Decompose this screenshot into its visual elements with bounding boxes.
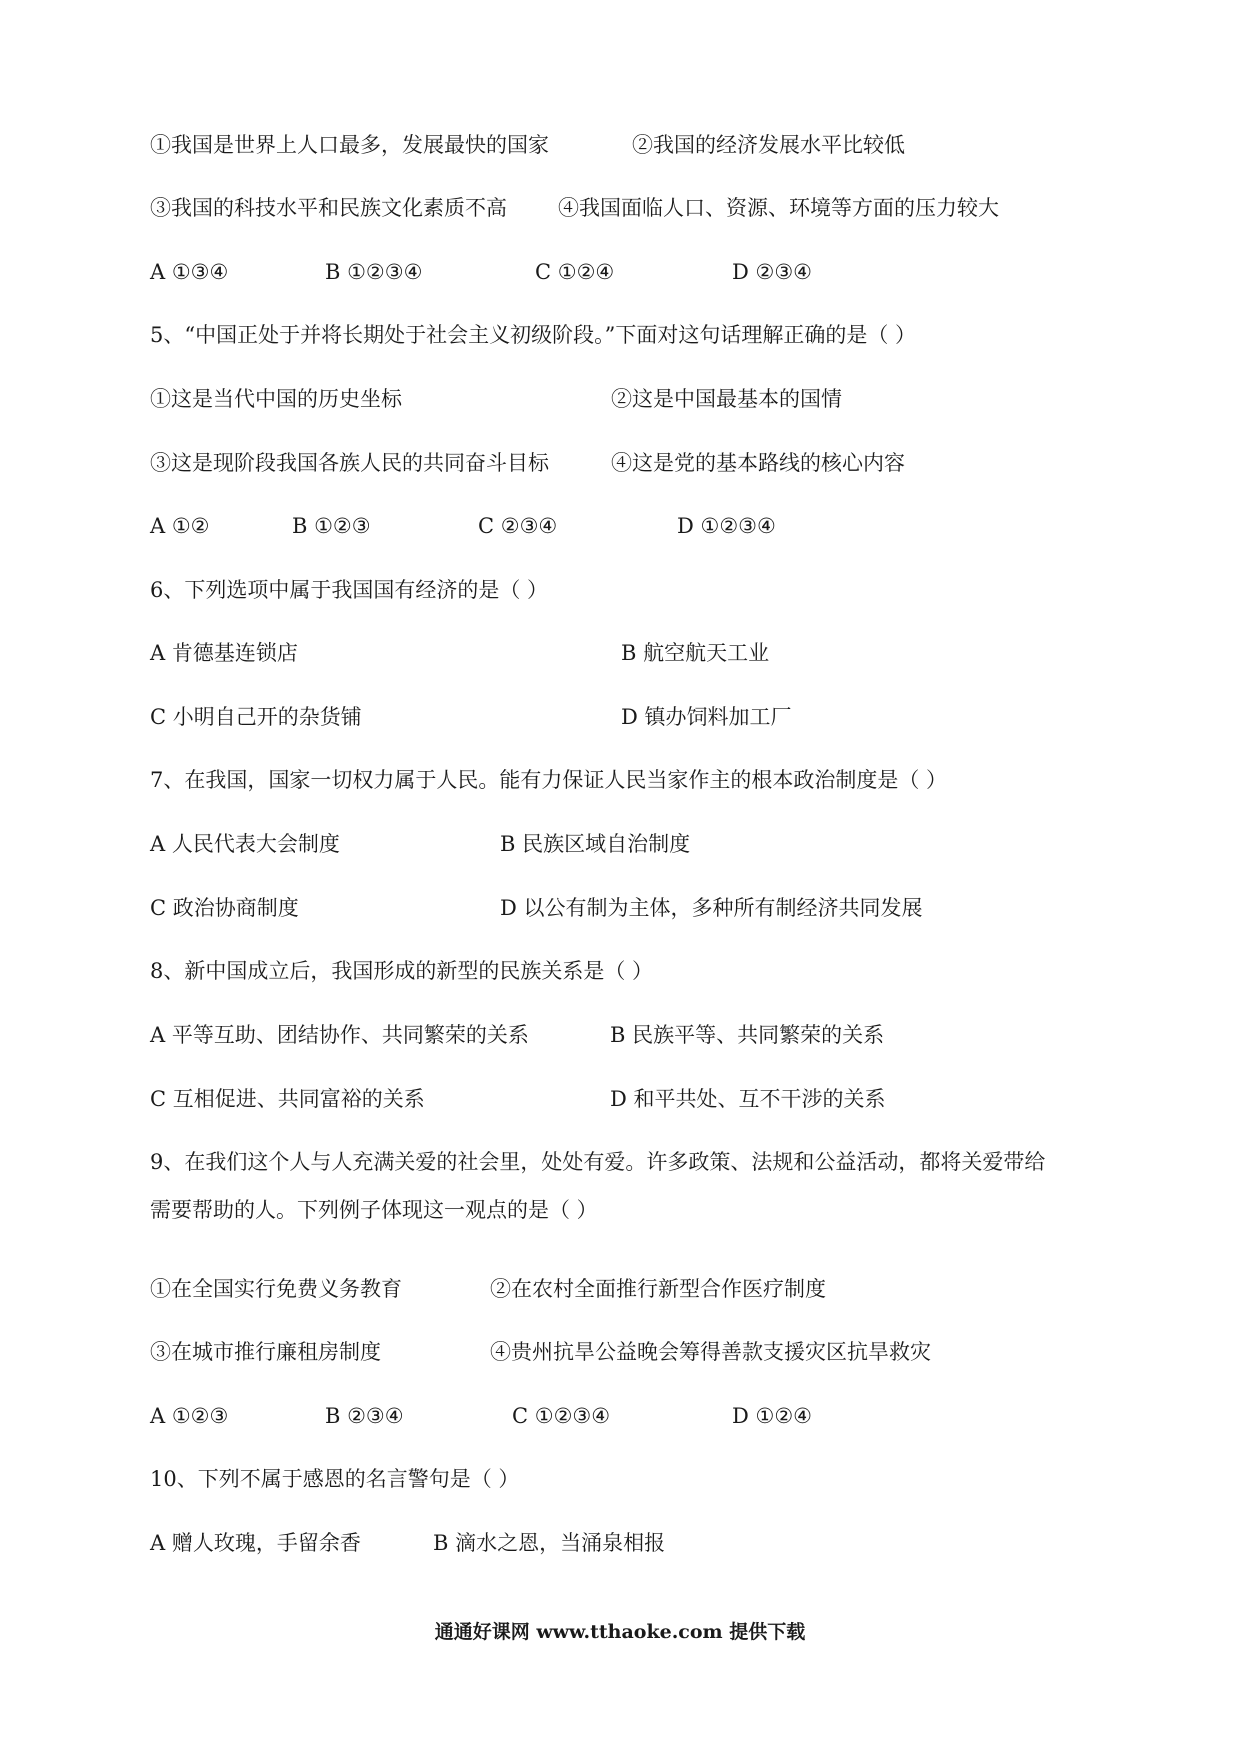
q5-statement-2: ②这是中国最基本的国情 <box>611 387 842 411</box>
q4-statement-2: ②我国的经济发展水平比较低 <box>632 133 905 157</box>
q6-option-b: B 航空航天工业 <box>621 641 770 665</box>
q4-statement-4: ④我国面临人口、资源、环境等方面的压力较大 <box>558 196 999 220</box>
q9-option-b: B ②③④ <box>325 1404 404 1428</box>
q5-option-c: C ②③④ <box>478 514 558 538</box>
q5-option-b: B ①②③ <box>292 514 371 538</box>
q7-option-a: A 人民代表大会制度 <box>150 832 340 856</box>
q4-option-b: B ①②③④ <box>325 260 423 284</box>
q9-option-d: D ①②④ <box>732 1404 812 1428</box>
q5-statement-1: ①这是当代中国的历史坐标 <box>150 387 402 411</box>
q8-option-c: C 互相促进、共同富裕的关系 <box>150 1087 425 1111</box>
q5-question: 5、“中国正处于并将长期处于社会主义初级阶段。”下面对这句话理解正确的是（ ） <box>150 323 917 347</box>
q5-statement-4: ④这是党的基本路线的核心内容 <box>611 451 905 475</box>
q7-option-b: B 民族区域自治制度 <box>500 832 691 856</box>
q8-option-b: B 民族平等、共同繁荣的关系 <box>610 1023 885 1047</box>
q8-option-d: D 和平共处、互不干涉的关系 <box>610 1087 886 1111</box>
q9-statement-1: ①在全国实行免费义务教育 <box>150 1277 402 1301</box>
q6-option-d: D 镇办饲料加工厂 <box>621 705 792 729</box>
q10-option-b: B 滴水之恩，当涌泉相报 <box>433 1531 666 1555</box>
q7-option-c: C 政治协商制度 <box>150 896 299 920</box>
q10-option-a: A 赠人玫瑰，手留余香 <box>150 1531 361 1555</box>
q9-question-line-1: 9、在我们这个人与人充满关爱的社会里，处处有爱。许多政策、法规和公益活动，都将关爱带给 <box>150 1150 1046 1174</box>
q9-question-line-2: 需要帮助的人。下列例子体现这一观点的是（ ） <box>150 1198 598 1222</box>
q7-question: 7、在我国，国家一切权力属于人民。能有力保证人民当家作主的根本政治制度是（ ） <box>150 768 948 792</box>
q4-option-a: A ①③④ <box>150 260 229 284</box>
q4-option-c: C ①②④ <box>535 260 615 284</box>
q9-statement-3: ③在城市推行廉租房制度 <box>150 1340 381 1364</box>
q6-option-c: C 小明自己开的杂货铺 <box>150 705 362 729</box>
q7-option-d: D 以公有制为主体，多种所有制经济共同发展 <box>500 896 923 920</box>
q10-question: 10、下列不属于感恩的名言警句是（ ） <box>150 1467 520 1491</box>
q9-statement-4: ④贵州抗旱公益晚会筹得善款支援灾区抗旱救灾 <box>490 1340 931 1364</box>
page-footer: 通通好课网 www.tthaoke.com 提供下载 <box>434 1621 806 1643</box>
q9-option-c: C ①②③④ <box>512 1404 611 1428</box>
q9-statement-2: ②在农村全面推行新型合作医疗制度 <box>490 1277 826 1301</box>
q5-option-a: A ①② <box>150 514 210 538</box>
q5-statement-3: ③这是现阶段我国各族人民的共同奋斗目标 <box>150 451 549 475</box>
q6-option-a: A 肯德基连锁店 <box>150 641 298 665</box>
q4-statement-1: ①我国是世界上人口最多，发展最快的国家 <box>150 133 549 157</box>
q8-option-a: A 平等互助、团结协作、共同繁荣的关系 <box>150 1023 529 1047</box>
q8-question: 8、新中国成立后，我国形成的新型的民族关系是（ ） <box>150 959 654 983</box>
q9-option-a: A ①②③ <box>150 1404 229 1428</box>
q4-statement-3: ③我国的科技水平和民族文化素质不高 <box>150 196 507 220</box>
q6-question: 6、下列选项中属于我国国有经济的是（ ） <box>150 578 549 602</box>
q4-option-d: D ②③④ <box>732 260 812 284</box>
q5-option-d: D ①②③④ <box>677 514 776 538</box>
